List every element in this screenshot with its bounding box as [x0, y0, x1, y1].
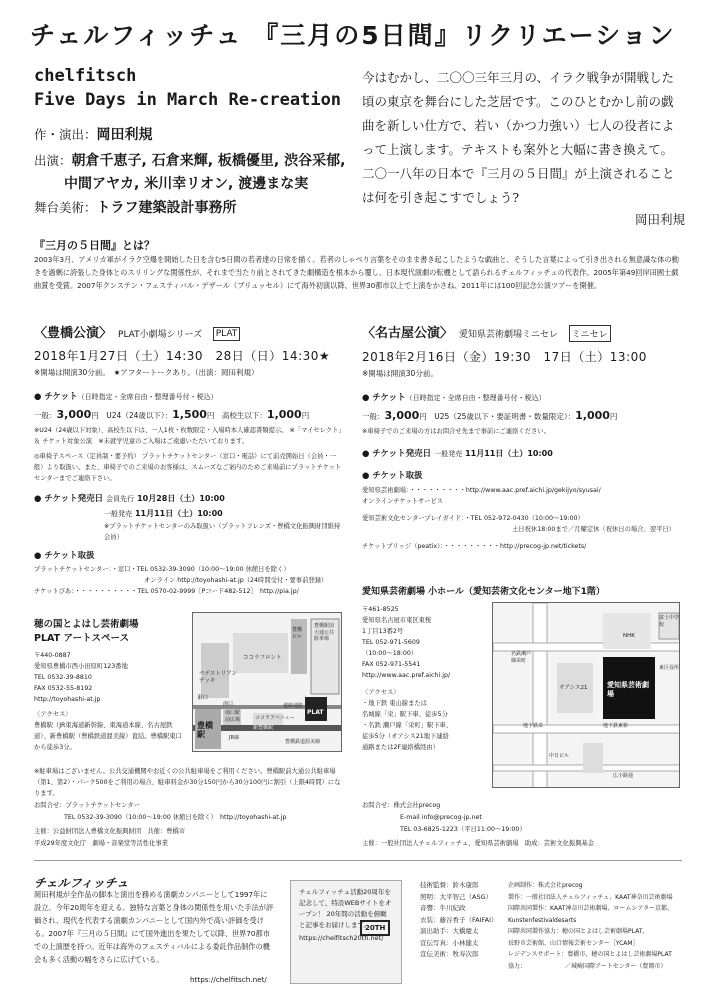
english-title-line-2: Five Days in March Re-creation — [34, 90, 342, 110]
nagoya-contact: お問合せ：株式会社precog — [362, 802, 441, 809]
toyohashi-release-heading: ● チケット発売日 会員先行 10月28日（土）10:00 — [34, 493, 225, 504]
footer-production: 企画制作：株式会社precog 製作：一般社団法人チェルフィッチュ、KAAT神奈川芸術劇場 国際共同製作：KAAT神奈川芸術劇場、ロームシアター京都、 Kunstenfestivaldesarts 国際共同製作協力：穂の国とよはし芸術劇場PLAT、 長野市芸術館、山口情報芸術センター［YCAM］ レジデンスサポート：豊橋市、穂の国とよはし芸術劇場PLAT 協力： ／城崎国際アートセンター（豊岡市） — [508, 882, 673, 970]
map-label-passage: 連絡通路 — [283, 703, 304, 709]
map-label-cocola-avenue: ココラアベニュー — [255, 715, 295, 721]
credit-stage-art: 舞台美術：トラフ建築設計事務所 — [34, 200, 237, 216]
map-label-plat: PLAT — [307, 709, 324, 716]
credit-cast: 出演：朝倉千恵子, 石倉来輝, 板橋優里, 渋谷采郁, — [34, 153, 346, 169]
toyohashi-outlets-heading: ● チケット取扱 — [34, 550, 95, 561]
nagoya-map-graphic — [493, 603, 680, 788]
toyohashi-access-heading: 〈アクセス〉 — [34, 711, 72, 718]
page-title: チェルフィッチュ 『三月の5日間』リクリエーション — [30, 21, 676, 50]
nagoya-section — [362, 322, 682, 552]
toyohashi-price-notes: ※U24（24歳以下対象）、高校生以下は、一人1枚・枚数限定・入場時本人確認書類提示。 ※「マイセレクト」＆ チケット対象公演 ※未就学児童のご入場はご遠慮いただいております。 — [34, 426, 342, 445]
credit-director: 作・演出：岡田利規 — [34, 127, 153, 143]
nagoya-outlet-1: 愛知県芸術劇場：・・・・・・・・・http://www.aac.pref.aichi.jp/gekijyo/syusai/ — [362, 486, 601, 494]
nagoya-map-label-sakaemachi: 名鉄瀬戸線栄町 — [511, 651, 532, 664]
map-label-cocola-front: ココラフロント — [243, 655, 282, 661]
toyohashi-venue — [34, 618, 184, 753]
intro-text: 今はむかし、二〇〇三年三月の、イラク戦争が開戦した頃の東京を舞台にした芝居です。このひとむかし前の戯曲を新しい仕方で、若い（かつ力強い）七人の役者によって上演します。テキストも案外と大幅に書き換えて。二〇一八年の日本で『三月の５日間』が上演されることは何を引き起こすでしょう? — [362, 70, 675, 205]
nagoya-dates: 2018年2月16日（金）19:30 17日（土）13:00 — [362, 350, 647, 364]
nagoya-outlet-4: 土日祝休18:00まで／月曜定休（祝休日の場合、翌平日） — [512, 525, 675, 533]
nagoya-note: ※開場は開演30分前。 — [362, 369, 438, 378]
footer-staff: 技術監督：鈴木康郎 照明：大平智己（ASG） 音響：牛川紀政 衣装：藤谷香子（FAIFAI） 演出助手：大橋慶太 宣伝写真：小林健太 宣伝美術：牧寿次郎 — [420, 881, 498, 958]
nagoya-ticket-heading: ● チケット（日時指定・全席自由・整理番号付・税込） — [362, 392, 546, 403]
nagoya-prices: 一般：3,000円 U25（25歳以下・要証明書・数量限定）：1,000円 — [362, 408, 618, 422]
toyohashi-ticket-heading: ● チケット（日時指定・全席自由・整理番号付・税込） — [34, 391, 218, 402]
nagoya-price-notes: ※車椅子でのご来場の方はお問合せ先まで事前にご連絡ください。 — [362, 427, 550, 435]
footer-profile: 岡田利規が全作品の脚本と演出を務める演劇カンパニーとして1997年に設立。今年20周年を迎える。独特な言葉と身体の関係性を用いた手法が評価され、現代を代表する演劇カンパニーとして国内外で高い評価を受ける。2007年『三月の５日間』にて国外進出を果たして以降、世界70都市での上演歴を持つ。近年は海外のフェスティバルによる委託作品制作の機会も多く活動の幅をさらに広げている。 — [34, 890, 274, 964]
toyohashi-parking-note: ※駐車場はございません。公共交通機関やお近くの公共駐車場をご利用ください。豊橋駅前大通公共駐車場（第1、第2）・パーク500をご利用の場合、駐車料金が30分150円から30分100円に割引（上限4時間）になります。 — [34, 768, 341, 797]
nagoya-contact-mail: E-mail info@precog-jp.net — [400, 814, 482, 821]
about-text: 2003年3月、アメリカ軍がイラク空爆を開始した日を含む5日間の若者達の日常を描く。若者のしゃべり言葉をそのまま書き起こしたような戯曲と、そうした言葉によって引き出される無意識な体の動きを過剰に誇張した身体とのスリリングな関係性が、それまで当たり前とされてきた劇構造を根本から覆し、日本現代演劇の転機として語られるチェルフィッチュの代表作。2005年第49回岸田國士戯曲賞を受賞。2007年クンステン・フェスティバル・デザール（ブリュッセル）にて海外初演以降、世界30都市以上で上演をかさね、2011年には100回記念公演ツアーを開催。 — [34, 255, 679, 290]
nagoya-release-heading: ● チケット発売日 一般発売 11月11日（土）10:00 — [362, 448, 553, 459]
plat-logo-icon: PLAT — [213, 327, 241, 341]
nagoya-contact-tel: TEL 03-6825-1223（平日11:00〜19:00） — [400, 826, 526, 833]
nagoya-map-label-school: 富士中学校 — [659, 615, 680, 628]
toyohashi-access: 豊橋駅（JR東海道新幹線、東海道本線、名古屋鉄道）、新豊橋駅（豊橋鉄道渥美線）直結。豊橋駅東口から徒歩3分。 — [34, 722, 182, 751]
toyohashi-outlet-3: チケットぴあ：・・・・・・・・・・TEL 0570-02-9999［Pコード482-512］ http://pia.jp/ — [34, 587, 299, 595]
nagoya-outlets-heading: ● チケット取扱 — [362, 470, 423, 481]
nagoya-map-label-chunichi: 中日ビル — [549, 753, 570, 759]
nagoya-map-label-hirokoji: 広小路通 — [613, 773, 634, 779]
toyohashi-note: ※開場は開演30分前。 ★アフタートークあり。（出演：岡田利規） — [34, 368, 259, 377]
nagoya-venue-address: 〒461-8525 愛知県名古屋市東区東桜 1丁目13番2号 TEL 052-971-5609 （10:00〜18:00） FAX 052-971-5541 http://www.aac.pref.aichi.jp/ 〈アクセス〉 ・地下鉄 東山線または 名城線「栄」駅下車、徒歩5分 ・名鉄 瀬戸線「栄町」駅下車、 徒歩5分（オアシス21地下連絡 通路または2F連絡橋経由） — [362, 606, 453, 751]
footer-url: https://chelfitsch.net/ — [190, 975, 267, 984]
nagoya-outlet-5: チケットブリッジ（peatix）：・・・・・・・・・http://precog-jp.net/tickets/ — [362, 542, 587, 550]
anniversary-url[interactable]: https://chelfitsch20th.net/ — [299, 934, 384, 942]
credit-cast-2: 中間アヤカ, 米川幸リオン, 渡邊まな実 — [64, 176, 309, 192]
toyohashi-contact-tel: TEL 0532-39-3090（10:00〜19:00 休館日を除く） http://toyohashi-at.jp — [64, 814, 287, 821]
nagoya-map-label-ward-office: 東区役所 — [659, 665, 680, 671]
toyohashi-venue-address: 〒440-0887 愛知県豊橋市西小田原町123番地 TEL 0532-39-8810 FAX 0532-55-8192 http://toyohashi-at.jp — [34, 652, 128, 703]
nagoya-outlet-2: オンラインチケットサービス — [362, 497, 444, 505]
map-label-shin-toyohashi: 新豊橋駅 — [253, 725, 274, 731]
footer-divider — [34, 860, 682, 861]
map-label-south-exit: 南口 — [223, 701, 234, 707]
nagoya-venue-name: 愛知県芸術劇場 小ホール（愛知芸術文化センター地下1階） — [362, 587, 605, 597]
toyohashi-venue-name-2: PLAT アートスペース — [34, 633, 130, 644]
toyohashi-organizer: 主催：公益財団法人豊橋文化振興財団 共催：豊橋市 — [34, 828, 186, 835]
nagoya-map-label-venue: 愛知県芸術劇場 — [607, 681, 649, 698]
minisele-logo-icon: ミニセレ — [569, 325, 611, 342]
toyohashi-service-notes: ◎車椅子スペース（定員制・要予約） プラットチケットセンター（窓口・電話）にて前売開始日（会員・一般）より取扱い。また、車椅子でのご来場のお客様は、スムーズなご案内のためご来場前にプラットチケットセンターまでご連絡下さい。 — [34, 452, 342, 482]
toyohashi-outlet-2: オンライン http://toyohashi-at.jp（24時間受付・要事前登録） — [144, 576, 328, 584]
intro-signature: 岡田利規 — [634, 212, 685, 227]
toyohashi-dates: 2018年1月27日（土）14:30 28日（日）14:30★ — [34, 349, 331, 363]
toyohashi-release-general: 一般発売 11月11日（土）10:00 — [104, 508, 223, 518]
map-label-toyohashi-station: 豊橋駅 — [197, 721, 213, 739]
toyohashi-contact: お問合せ：プラットチケットセンター — [34, 802, 140, 809]
map-label-jr: JR線 — [229, 735, 239, 741]
nagoya-map-label-higashi-shincho: 地下鉄東新 — [603, 723, 629, 729]
toyohashi-heading: 〈豊橋公演〉 PLAT小劇場シリーズ PLAT — [34, 322, 344, 341]
toyohashi-release-note: ※プラットチケットセンターのみ取扱い（プラットフレンズ・豊橋文化振興財団維持会員） — [104, 522, 341, 541]
map-label-south-square: 南口駅前広場 — [225, 710, 241, 723]
nagoya-map-label-sakae: 地下鉄栄 — [523, 723, 544, 729]
anniversary-box-text: チェルフィッチュ活動20周年を記念して、特設WEBサイトをオープン！ 20年間の活動を俯瞰と記事をお届けします。 — [299, 888, 392, 929]
toyohashi-outlet-1: プラットチケットセンター：・窓口・TEL 0532-39-3090（10:00〜19:00 休館日を除く） — [34, 565, 290, 573]
nagoya-organizer: 主催：一般社団法人チェルフィッチュ、愛知県芸術劇場 助成：芸術文化振興基金 — [362, 840, 595, 847]
toyohashi-venue-name-1: 穂の国とよはし芸術劇場 — [34, 619, 139, 630]
toyohashi-prices: 一般：3,000円 U24（24歳以下）：1,500円 高校生以下：1,000円 — [34, 407, 310, 421]
anniversary-20th-badge-icon: 20TH — [360, 920, 390, 936]
map-label-deck: ペデストリアンデッキ — [199, 671, 238, 684]
nagoya-map — [492, 602, 680, 788]
toyohashi-map — [192, 612, 342, 752]
nagoya-map-label-oasis: オアシス21 — [559, 685, 588, 691]
nagoya-heading: 〈名古屋公演〉 愛知県芸術劇場ミニセレ ミニセレ — [362, 322, 682, 342]
map-label-parking: 豊橋駅前大通公共駐車場 — [314, 623, 335, 642]
nagoya-map-label-nhk: NHK — [623, 633, 635, 639]
map-label-toyohashi-bldg: 豊橋ビル — [292, 627, 303, 640]
toyohashi-sponsor: 平成29年度文化庁 劇場・音楽堂等活性化事業 — [34, 840, 168, 847]
english-title-line-1: chelfitsch — [34, 66, 137, 86]
nagoya-outlet-3: 愛知芸術文化センタープレイガイド：・TEL 052-972-0430（10:00〜19:00） — [362, 514, 584, 522]
map-label-east-exit: 東口 — [197, 695, 209, 701]
map-label-atsumi-line: 豊橋鉄道渥美線 — [285, 739, 321, 745]
chelfitsch-logo: チェルフィッチュ — [34, 876, 129, 890]
toyohashi-section — [34, 322, 344, 597]
about-heading: 『三月の５日間』とは？ — [34, 239, 155, 252]
